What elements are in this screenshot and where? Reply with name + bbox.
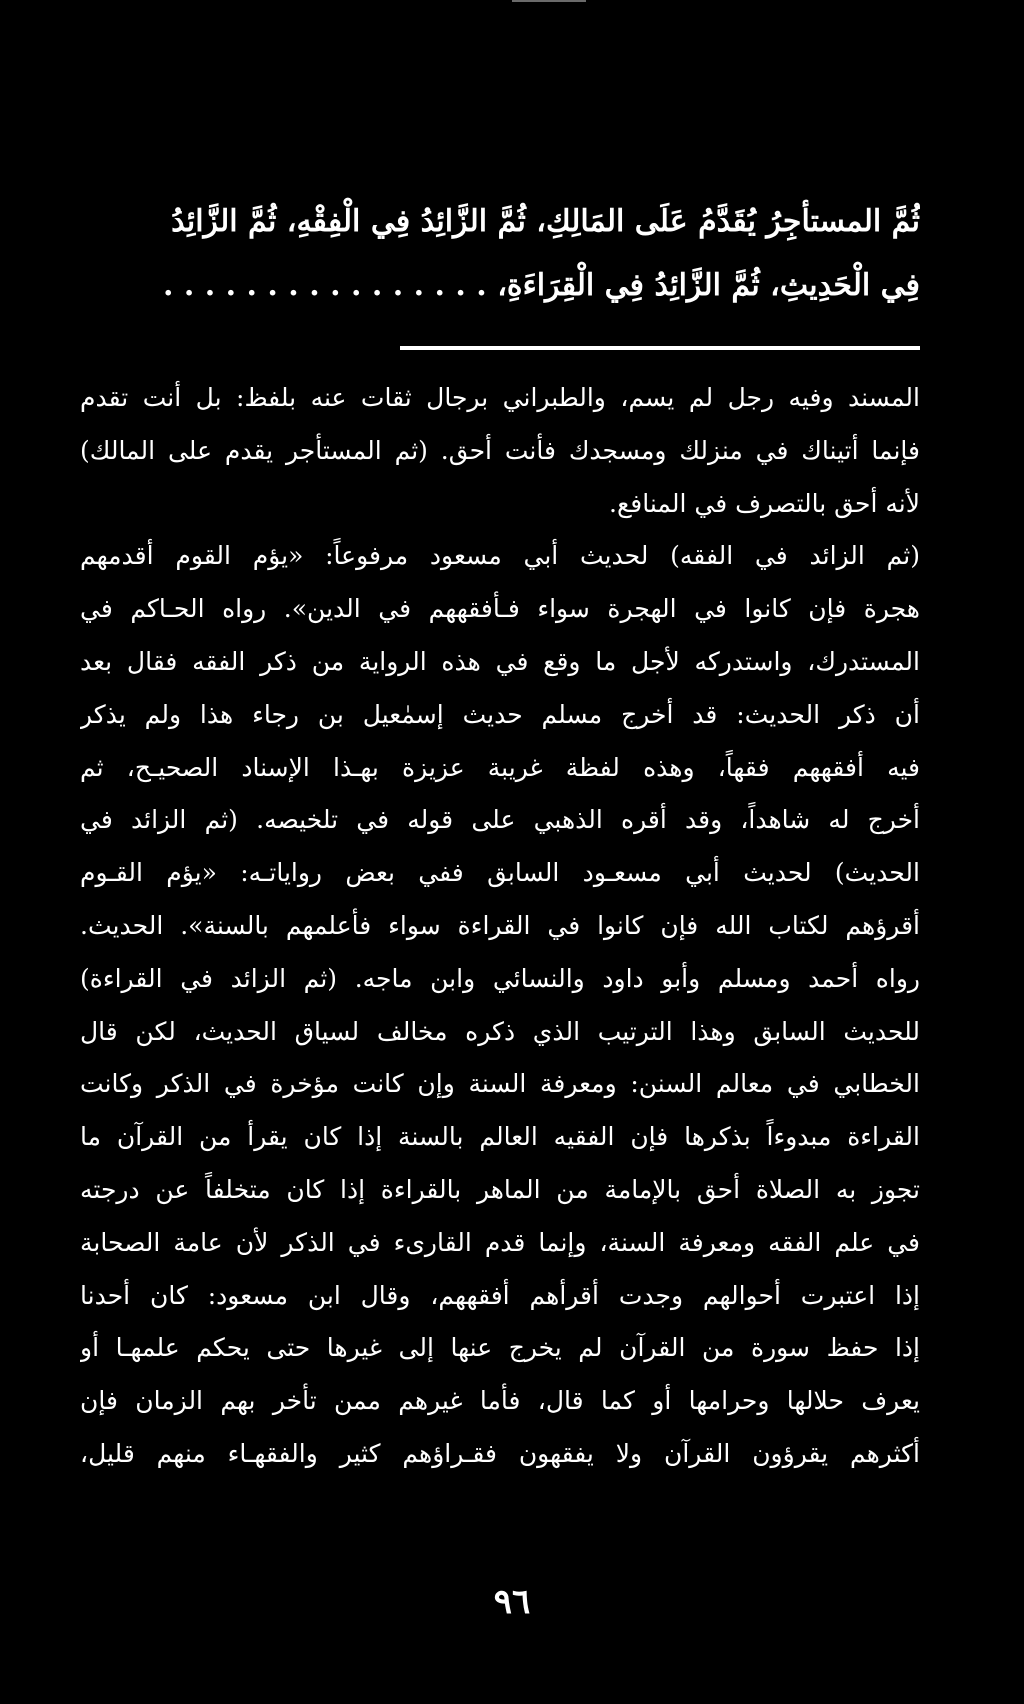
footnote-line: القراءة مبدوءاً بذكرها فإن الفقيه العالم بالسنة إذا كان يقرأ من القرآن ما: [80, 1122, 920, 1152]
footnote-line: أخرج له شاهداً، وقد أقره الذهبي على قوله في تلخيصه. (ثم الزائد في: [80, 805, 920, 835]
footnote-divider: [400, 346, 920, 350]
footnote-line: يعرف حلالها وحرامها أو كما قال، فأما غيرهم ممن تأخر بهم الزمان فإن: [80, 1386, 920, 1416]
top-edge-mark: [512, 0, 586, 2]
footnote-line: فإنما أتيناك في منزلك ومسجدك فأنت أحق. (ثم المستأجر يقدم على المالك): [80, 435, 920, 465]
footnote-line: أقرؤهم لكتاب الله فإن كانوا في القراءة سواء فأعلمهم بالسنة». الحديث.: [80, 910, 920, 940]
footnote-line: إذا حفظ سورة من القرآن لم يخرج عنها إلى غيرها حتى يحكم علمهـا أو: [80, 1333, 920, 1363]
footnote-line: هجرة فإن كانوا في الهجرة سواء فـأفقههم في الدين». رواه الحـاكم في: [80, 594, 920, 624]
footnote-line: المستدرك، واستدركه لأجل ما وقع في هذه الرواية من ذكر الفقه فقال بعد: [80, 646, 920, 676]
footnote-line: تجوز به الصلاة أحق بالإمامة من الماهر بالقراءة إذا كان متخلفاً عن درجته: [80, 1174, 920, 1204]
main-text-line: ثُمَّ المستأجِرُ يُقَدَّمُ عَلَى المَالِكِ، ثُمَّ الزَّائِدُ فِي الْفِقْهِ، ثُمَّ الزَّائِدُ: [171, 204, 920, 239]
footnote-line: رواه أحمد ومسلم وأبو داود والنسائي وابن ماجه. (ثم الزائد في القراءة): [80, 963, 920, 993]
footnote-line: أن ذكر الحديث: قد أخرج مسلم حديث إسمٰعيل بن رجاء هذا ولم يذكر: [80, 699, 920, 729]
main-text: [80, 190, 920, 318]
footnote-commentary: [80, 372, 920, 1481]
footnote-line: إذا اعتبرت أحوالهم وجدت أقرأهم أفقههم، وقال ابن مسعود: كان أحدنا: [80, 1280, 920, 1310]
footnote-line: المسند وفيه رجل لم يسم، والطبراني برجال ثقات عنه بلفظ: بل أنت تقدم: [80, 383, 920, 412]
main-text-line: فِي الْحَدِيثِ، ثُمَّ الزَّائِدُ فِي الْقِرَاءَةِ، . . . . . . . . . . . . . . . .: [162, 268, 920, 303]
footnote-line: للحديث السابق وهذا الترتيب الذي ذكره مخالف لسياق الحديث، لكن قال: [80, 1016, 920, 1046]
page-content: [80, 190, 920, 1481]
footnote-line: فيه أفقههم فقهاً، وهذه لفظة غريبة عزيزة بهـذا الإسناد الصحيـح، ثم: [80, 752, 920, 782]
footnote-line: الحديث) لحديث أبي مسعـود السابق ففي بعض رواياتـه: «يؤم القـوم: [80, 858, 920, 888]
footnote-line: الخطابي في معالم السنن: ومعرفة السنة وإن كانت مؤخرة في الذكر وكانت: [80, 1069, 920, 1099]
footnote-line: (ثم الزائد في الفقه) لحديث أبي مسعود مرفوعاً: «يؤم القوم أقدمهم: [80, 541, 920, 571]
footnote-line: أكثرهم يقرؤون القرآن ولا يفقهون فقـراؤهم كثير والفقهـاء منهم قليل،: [80, 1438, 920, 1468]
footnote-line: لأنه أحق بالتصرف في المنافع.: [609, 488, 920, 518]
page-number: ٩٦: [493, 1582, 531, 1622]
footnote-line: في علم الفقه ومعرفة السنة، وإنما قدم القارىء في الذكر لأن عامة الصحابة: [80, 1227, 920, 1257]
